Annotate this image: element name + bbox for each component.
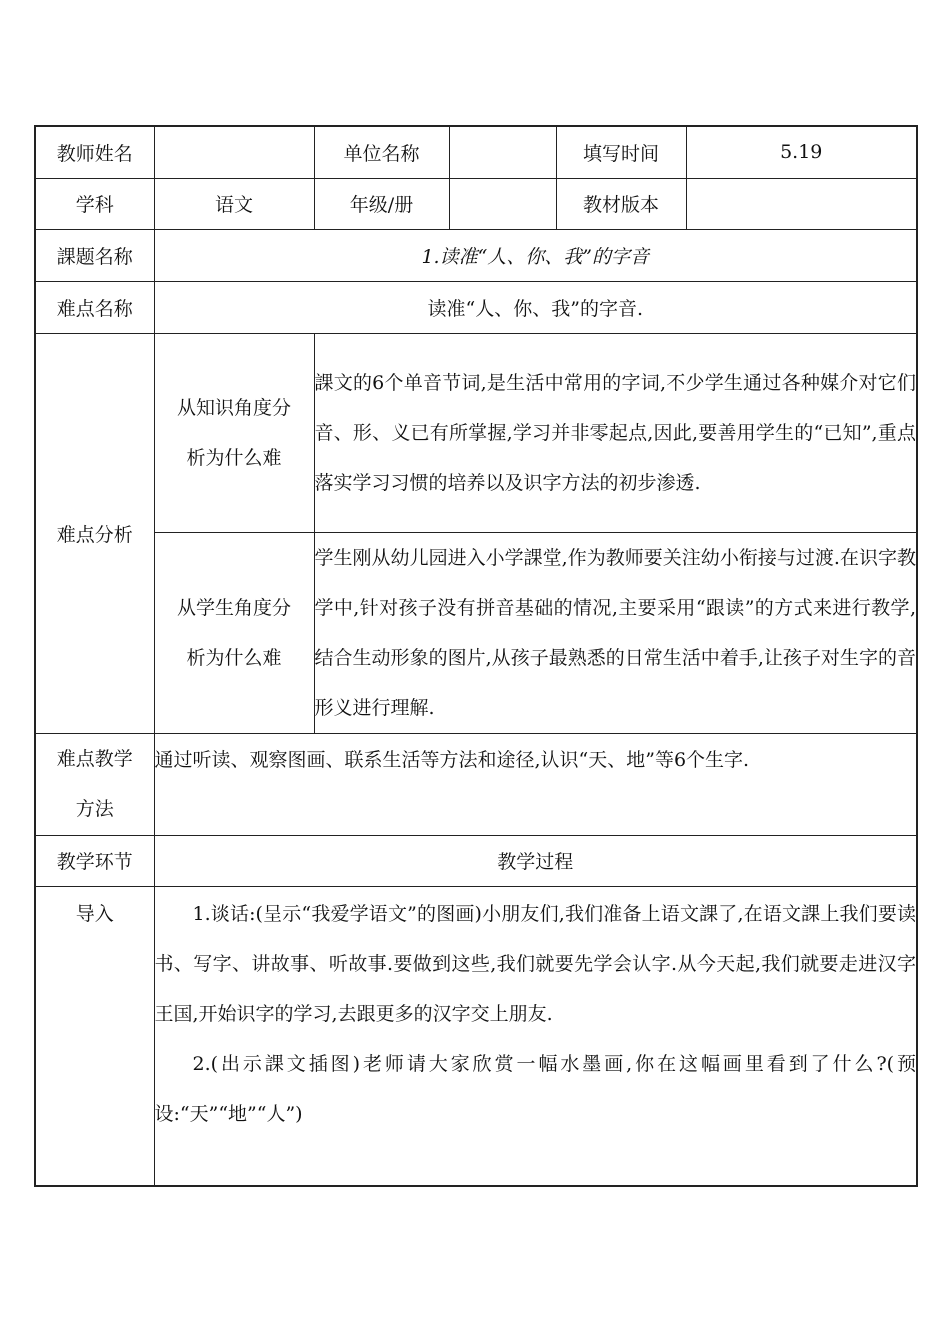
analysis-label: 难点分析 xyxy=(35,333,154,733)
intro-content xyxy=(154,886,917,1186)
analysis-student-row xyxy=(35,532,917,733)
difficulty-row xyxy=(35,281,917,333)
subject-row xyxy=(35,178,917,229)
intro-label: 导入 xyxy=(35,886,154,1186)
teacher-name-label: 教师姓名 xyxy=(35,126,154,178)
process-stage-label: 教学环节 xyxy=(35,835,154,886)
header-row xyxy=(35,126,917,178)
analysis-knowledge-row xyxy=(35,333,917,532)
process-content-label: 教学过程 xyxy=(154,835,917,886)
unit-name-label: 单位名称 xyxy=(314,126,449,178)
student-angle-label: 从学生角度分析为什么难 xyxy=(154,532,314,733)
subject-label: 学科 xyxy=(35,178,154,229)
topic-value: 1.读准“人、你、我”的字音 xyxy=(154,229,917,281)
process-header-row xyxy=(35,835,917,886)
intro-paragraph-2: 2.(出示課文插图)老师请大家欣赏一幅水墨画,你在这幅画里看到了什么?(预设:“天”“地”“人”) xyxy=(154,1052,916,1125)
method-value: 通过听读、观察图画、联系生活等方法和途径,认识“天、地”等6个生字. xyxy=(154,733,917,835)
method-row xyxy=(35,733,917,835)
fill-date-value: 5.19 xyxy=(686,126,917,178)
lesson-plan-table xyxy=(34,125,918,1187)
teacher-name-value xyxy=(154,126,314,178)
difficulty-value: 读准“人、你、我”的字音. xyxy=(154,281,917,333)
intro-row xyxy=(35,886,917,1186)
knowledge-angle-label: 从知识角度分析为什么难 xyxy=(154,333,314,532)
method-label: 难点教学方法 xyxy=(35,733,154,835)
grade-label: 年级/册 xyxy=(314,178,449,229)
textbook-value xyxy=(686,178,917,229)
fill-date-label: 填写时间 xyxy=(556,126,686,178)
unit-name-value xyxy=(449,126,556,178)
subject-value: 语文 xyxy=(154,178,314,229)
knowledge-angle-text: 課文的6个单音节词,是生活中常用的字词,不少学生通过各种媒介对它们音、形、义已有所掌握,学习并非零起点,因此,要善用学生的“已知”,重点落实学习习惯的培养以及识字方法的初步渗透. xyxy=(314,333,917,532)
topic-row xyxy=(35,229,917,281)
difficulty-label: 难点名称 xyxy=(35,281,154,333)
textbook-label: 教材版本 xyxy=(556,178,686,229)
grade-value xyxy=(449,178,556,229)
intro-paragraph-1: 1.谈话:(呈示“我爱学语文”的图画)小朋友们,我们准备上语文課了,在语文課上我们要读书、写字、讲故事、听故事.要做到这些,我们就要先学会认字.从今天起,我们就要走进汉字王国,开始识字的学习,去跟更多的汉字交上朋友. xyxy=(154,902,916,1025)
student-angle-text: 学生刚从幼儿园进入小学課堂,作为教师要关注幼小衔接与过渡.在识字教学中,针对孩子没有拼音基础的情况,主要采用“跟读”的方式来进行教学,结合生动形象的图片,从孩子最熟悉的日常生活中着手,让孩子对生字的音形义进行理解. xyxy=(314,532,917,733)
topic-label: 課题名称 xyxy=(35,229,154,281)
